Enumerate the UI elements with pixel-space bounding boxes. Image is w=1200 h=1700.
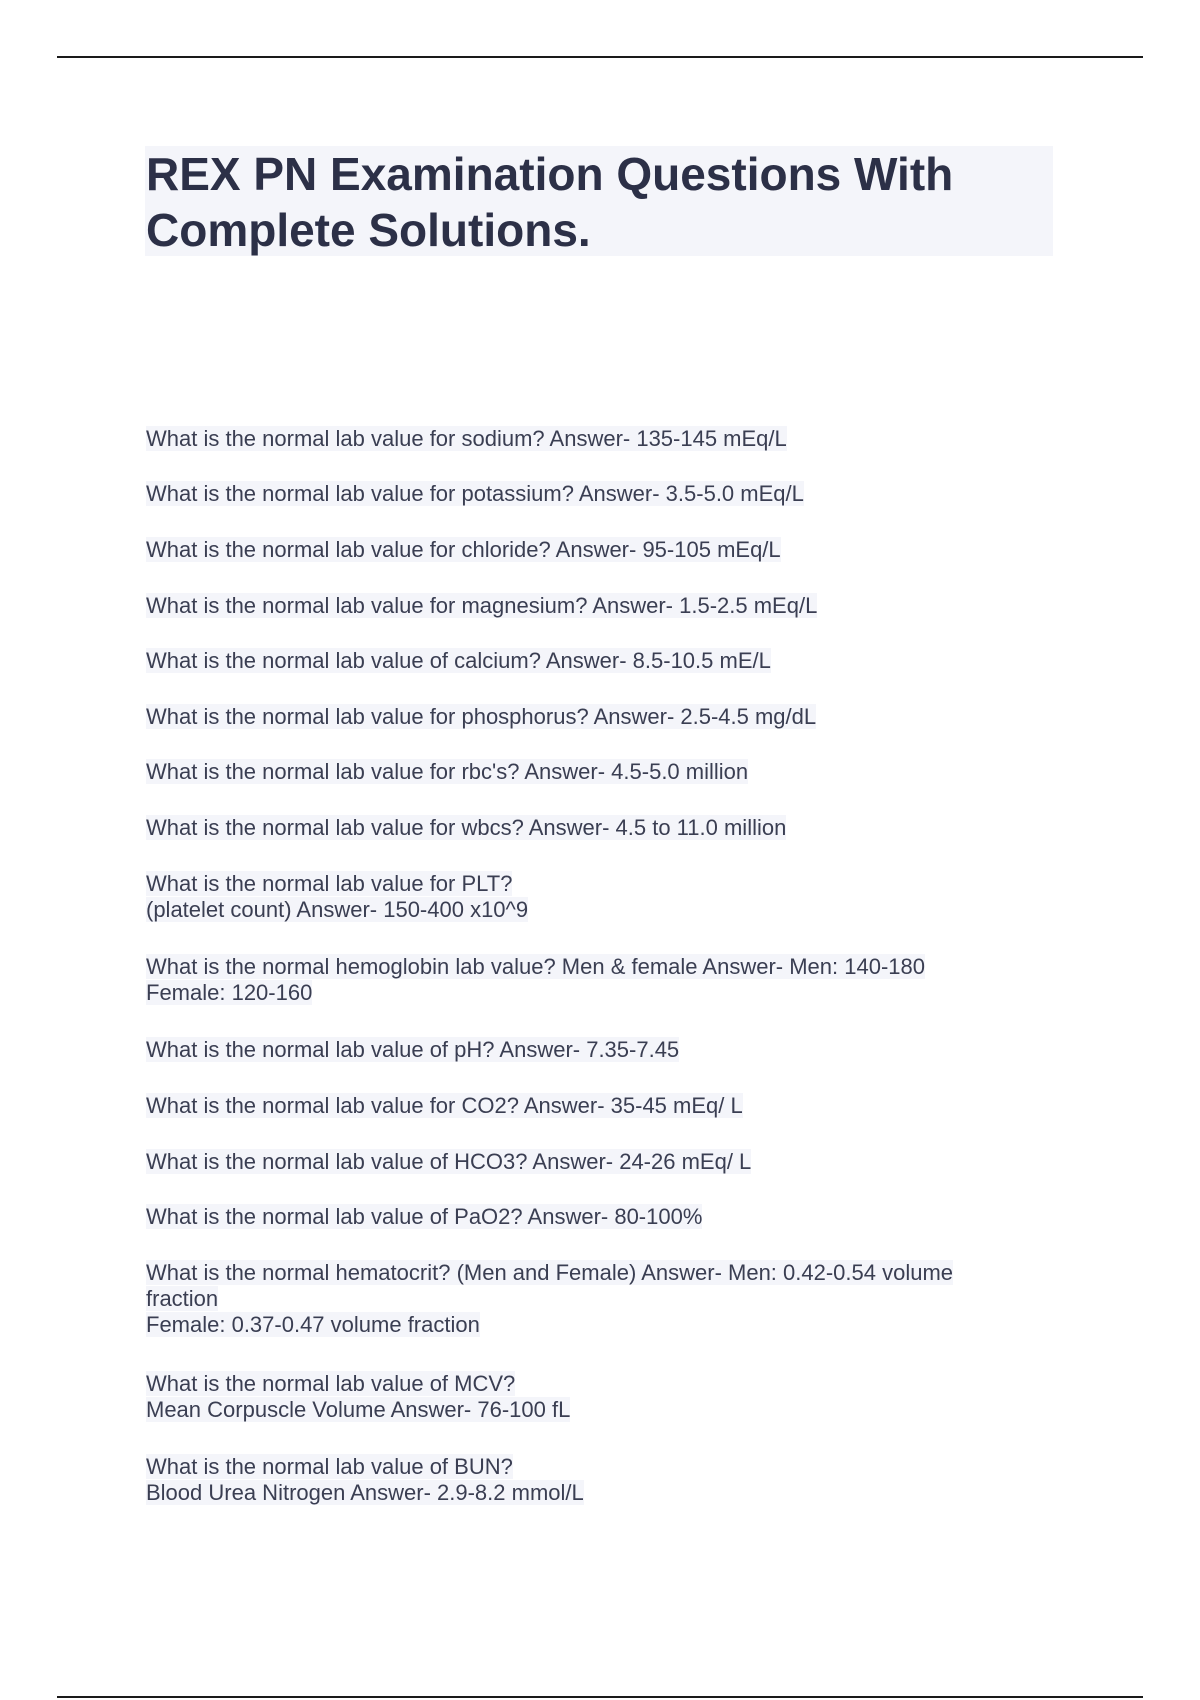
qa-hemoglobin: What is the normal hemoglobin lab value? Men & female Answer- Men: 140-180 Female: 120-160 xyxy=(146,954,925,1005)
qa-hematocrit: What is the normal hematocrit? (Men and Female) Answer- Men: 0.42-0.54 volume fraction Female: 0.37-0.47 volume fraction xyxy=(146,1260,954,1337)
top-rule xyxy=(57,56,1143,58)
qa-wbc: What is the normal lab value for wbcs? Answer- 4.5 to 11.0 million xyxy=(146,815,787,840)
qa-pao2: What is the normal lab value of PaO2? Answer- 80-100% xyxy=(146,1204,703,1229)
bottom-rule xyxy=(57,1696,1143,1698)
document-title: REX PN Examination Questions With Complete Solutions. xyxy=(146,148,954,256)
qa-potassium: What is the normal lab value for potassium? Answer- 3.5-5.0 mEq/L xyxy=(146,481,804,506)
qa-chloride: What is the normal lab value for chloride? Answer- 95-105 mEq/L xyxy=(146,537,781,562)
qa-magnesium: What is the normal lab value for magnesium? Answer- 1.5-2.5 mEq/L xyxy=(146,593,818,618)
qa-sodium: What is the normal lab value for sodium? Answer- 135-145 mEq/L xyxy=(146,426,787,451)
qa-phosphorus: What is the normal lab value for phosphorus? Answer- 2.5-4.5 mg/dL xyxy=(146,704,817,729)
qa-bun: What is the normal lab value of BUN? Blood Urea Nitrogen Answer- 2.9-8.2 mmol/L xyxy=(146,1454,584,1505)
qa-calcium: What is the normal lab value of calcium? Answer- 8.5-10.5 mE/L xyxy=(146,648,771,673)
qa-mcv: What is the normal lab value of MCV? Mean Corpuscle Volume Answer- 76-100 fL xyxy=(146,1371,571,1422)
qa-co2: What is the normal lab value for CO2? Answer- 35-45 mEq/ L xyxy=(146,1093,743,1118)
qa-hco3: What is the normal lab value of HCO3? Answer- 24-26 mEq/ L xyxy=(146,1149,752,1174)
qa-plt: What is the normal lab value for PLT? (platelet count) Answer- 150-400 x10^9 xyxy=(146,871,529,922)
qa-rbc: What is the normal lab value for rbc's? Answer- 4.5-5.0 million xyxy=(146,759,749,784)
qa-ph: What is the normal lab value of pH? Answer- 7.35-7.45 xyxy=(146,1037,680,1062)
